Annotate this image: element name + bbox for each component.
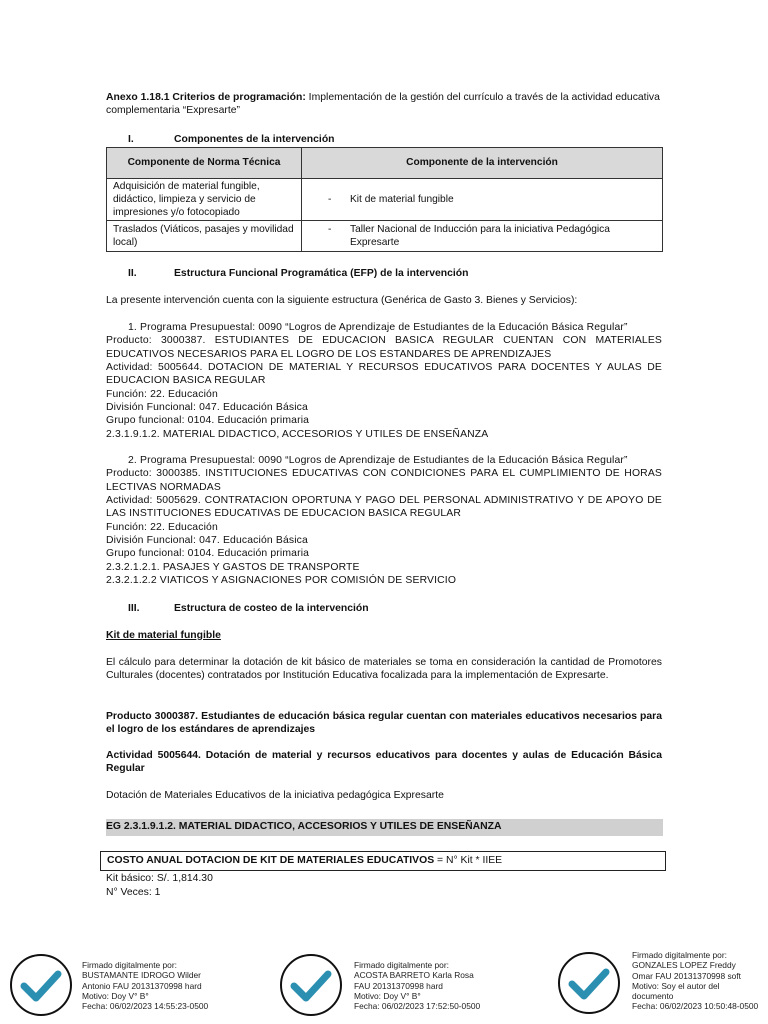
- kit-paragraph: El cálculo para determinar la dotación de kit básico de materiales se toma en consideración la cantidad de Promotores Culturales (docentes) contratados por Institución Educativa focalizada para la implementación de Expresarte.: [106, 657, 662, 682]
- formula-label: COSTO ANUAL DOTACION DE KIT DE MATERIALES EDUCATIVOS: [107, 855, 435, 866]
- table-cell: Traslados (Viáticos, pasajes y movilidad local): [107, 221, 302, 252]
- annex-title: Anexo 1.18.1 Criterios de programación:: [106, 92, 306, 103]
- table-header-cell: Componente de la intervención: [302, 148, 663, 179]
- actividad-bold: Actividad 5005644. Dotación de material y recursos educativos para docentes y aulas de Educación Básica Regular: [106, 750, 662, 775]
- signature-check-icon: [556, 950, 622, 1016]
- funcion-line: Función: 22. Educación: [106, 388, 218, 400]
- signature-line: Antonio FAU 20131370998 hard: [82, 980, 202, 991]
- clasificador-line: 2.3.1.9.1.2. MATERIAL DIDACTICO, ACCESORIOS Y UTILES DE ENSEÑANZA: [106, 428, 489, 440]
- signature-line: Motivo: Doy V° B°: [82, 990, 149, 1001]
- signature-line: Firmado digitalmente por:: [354, 960, 449, 970]
- table-header-cell: Componente de Norma Técnica: [107, 148, 302, 179]
- formula-expression: = N° Kit * IIEE: [434, 855, 503, 866]
- n-veces: N° Veces: 1: [106, 887, 161, 898]
- signature-line: FAU 20131370998 hard: [354, 980, 443, 991]
- section-number: II.: [128, 268, 137, 279]
- signature-line: Firmado digitalmente por:: [632, 950, 727, 960]
- program-heading: 2. Programa Presupuestal: 0090 “Logros de Aprendizaje de Estudiantes de la Educación Básica Regular”: [128, 455, 628, 466]
- section-3-heading: [128, 602, 369, 615]
- signature-check-icon: [8, 952, 74, 1018]
- signature-line: Omar FAU 20131370998 soft: [632, 970, 741, 981]
- section-1-heading: [128, 133, 335, 146]
- cell-text: Kit de material fungible: [350, 194, 454, 206]
- signature-line: Motivo: Soy el autor del: [632, 980, 720, 991]
- signature-line: Fecha: 06/02/2023 14:55:23-0500: [82, 1001, 209, 1011]
- components-table: [106, 147, 663, 252]
- signature-line: Motivo: Doy V° B°: [354, 990, 421, 1001]
- signature-line: Firmado digitalmente por:: [82, 960, 177, 970]
- signature-block: [354, 960, 480, 1011]
- section-2-heading: [128, 267, 468, 280]
- table-cell: [302, 221, 663, 252]
- section-title: Componentes de la intervención: [174, 134, 335, 145]
- list-dash: -: [328, 194, 332, 206]
- table-cell: [302, 179, 663, 221]
- signature-line: BUSTAMANTE IDROGO Wilder: [82, 970, 201, 981]
- signature-line: GONZALES LOPEZ Freddy: [632, 960, 736, 971]
- producto-bold: Producto 3000387. Estudiantes de educación básica regular cuentan con materiales educativos necesarios para el logro de los estándares de aprendizajes: [106, 711, 662, 736]
- division-line: División Funcional: 047. Educación Básica: [106, 401, 308, 413]
- table-row: [107, 179, 663, 221]
- section-title: Estructura Funcional Programática (EFP) de la intervención: [174, 268, 469, 279]
- kit-heading: Kit de material fungible: [106, 630, 221, 641]
- funcion-line: Función: 22. Educación: [106, 521, 218, 533]
- clasificador-line: 2.3.2.1.2.2 VIATICOS Y ASIGNACIONES POR COMISIÓN DE SERVICIO: [106, 574, 457, 586]
- annex-intro: [106, 91, 662, 118]
- signature-line: ACOSTA BARRETO Karla Rosa: [354, 970, 474, 981]
- producto-line: Producto: 3000385. INSTITUCIONES EDUCATIVAS CON CONDICIONES PARA EL CUMPLIMIENTO DE HORAS LECTIVAS NORMADAS: [106, 468, 662, 493]
- table-row: [107, 221, 663, 252]
- producto-line: Producto: 3000387. ESTUDIANTES DE EDUCACION BASICA REGULAR CUENTAN CON MATERIALES EDUCATIVOS NECESARIOS PARA EL LOGRO DE LOS ESTANDARES DE APRENDIZAJES: [106, 335, 662, 360]
- signature-check-icon: [278, 952, 344, 1018]
- formula-box: [100, 851, 666, 871]
- dotacion-line: Dotación de Materiales Educativos de la iniciativa pedagógica Expresarte: [106, 790, 444, 801]
- expense-group-bar: EG 2.3.1.9.1.2. MATERIAL DIDACTICO, ACCESORIOS Y UTILES DE ENSEÑANZA: [106, 819, 663, 836]
- signature-line: documento: [632, 991, 674, 1001]
- table-header-row: [107, 148, 663, 179]
- kit-basico: Kit básico: S/. 1,814.30: [106, 873, 213, 884]
- grupo-line: Grupo funcional: 0104. Educación primaria: [106, 415, 310, 427]
- program-heading: 1. Programa Presupuestal: 0090 “Logros de Aprendizaje de Estudiantes de la Educación Básica Regular”: [128, 322, 628, 333]
- actividad-line: Actividad: 5005644. DOTACION DE MATERIAL Y RECURSOS EDUCATIVOS PARA DOCENTES Y AULAS DE EDUCACION BASICA REGULAR: [106, 361, 662, 387]
- section-number: I.: [128, 134, 134, 145]
- efp-intro: La presente intervención cuenta con la siguiente estructura (Genérica de Gasto 3. Bienes y Servicios):: [106, 295, 578, 306]
- signature-line: Fecha: 06/02/2023 10:50:48-0500: [632, 1001, 759, 1012]
- division-line: División Funcional: 047. Educación Básica: [106, 534, 308, 546]
- section-number: III.: [128, 603, 140, 614]
- clasificador-line: 2.3.2.1.2.1. PASAJES Y GASTOS DE TRANSPORTE: [106, 561, 360, 573]
- list-dash: -: [328, 224, 332, 236]
- annex-description: Implementación de la gestión del currículo a través de la actividad educativa complementaria “Expresarte”: [106, 92, 660, 117]
- cell-text: Taller Nacional de Inducción para la iniciativa Pedagógica Expresarte: [350, 224, 610, 249]
- signature-block: [82, 960, 208, 1011]
- actividad-line: Actividad: 5005629. CONTRATACION OPORTUNA Y PAGO DEL PERSONAL ADMINISTRATIVO Y DE APOYO DE LAS INSTITUCIONES EDUCATIVAS DE EDUCACION BASICA REGULAR: [106, 494, 662, 520]
- grupo-line: Grupo funcional: 0104. Educación primaria: [106, 548, 310, 560]
- signature-block: [632, 950, 768, 1012]
- signature-line: Fecha: 06/02/2023 17:52:50-0500: [354, 1001, 481, 1011]
- program-block-2: [106, 454, 662, 587]
- table-cell: Adquisición de material fungible, didáctico, limpieza y servicio de impresiones y/o fotocopiado: [107, 179, 302, 221]
- section-title: Estructura de costeo de la intervención: [174, 603, 369, 614]
- program-block-1: [106, 321, 662, 441]
